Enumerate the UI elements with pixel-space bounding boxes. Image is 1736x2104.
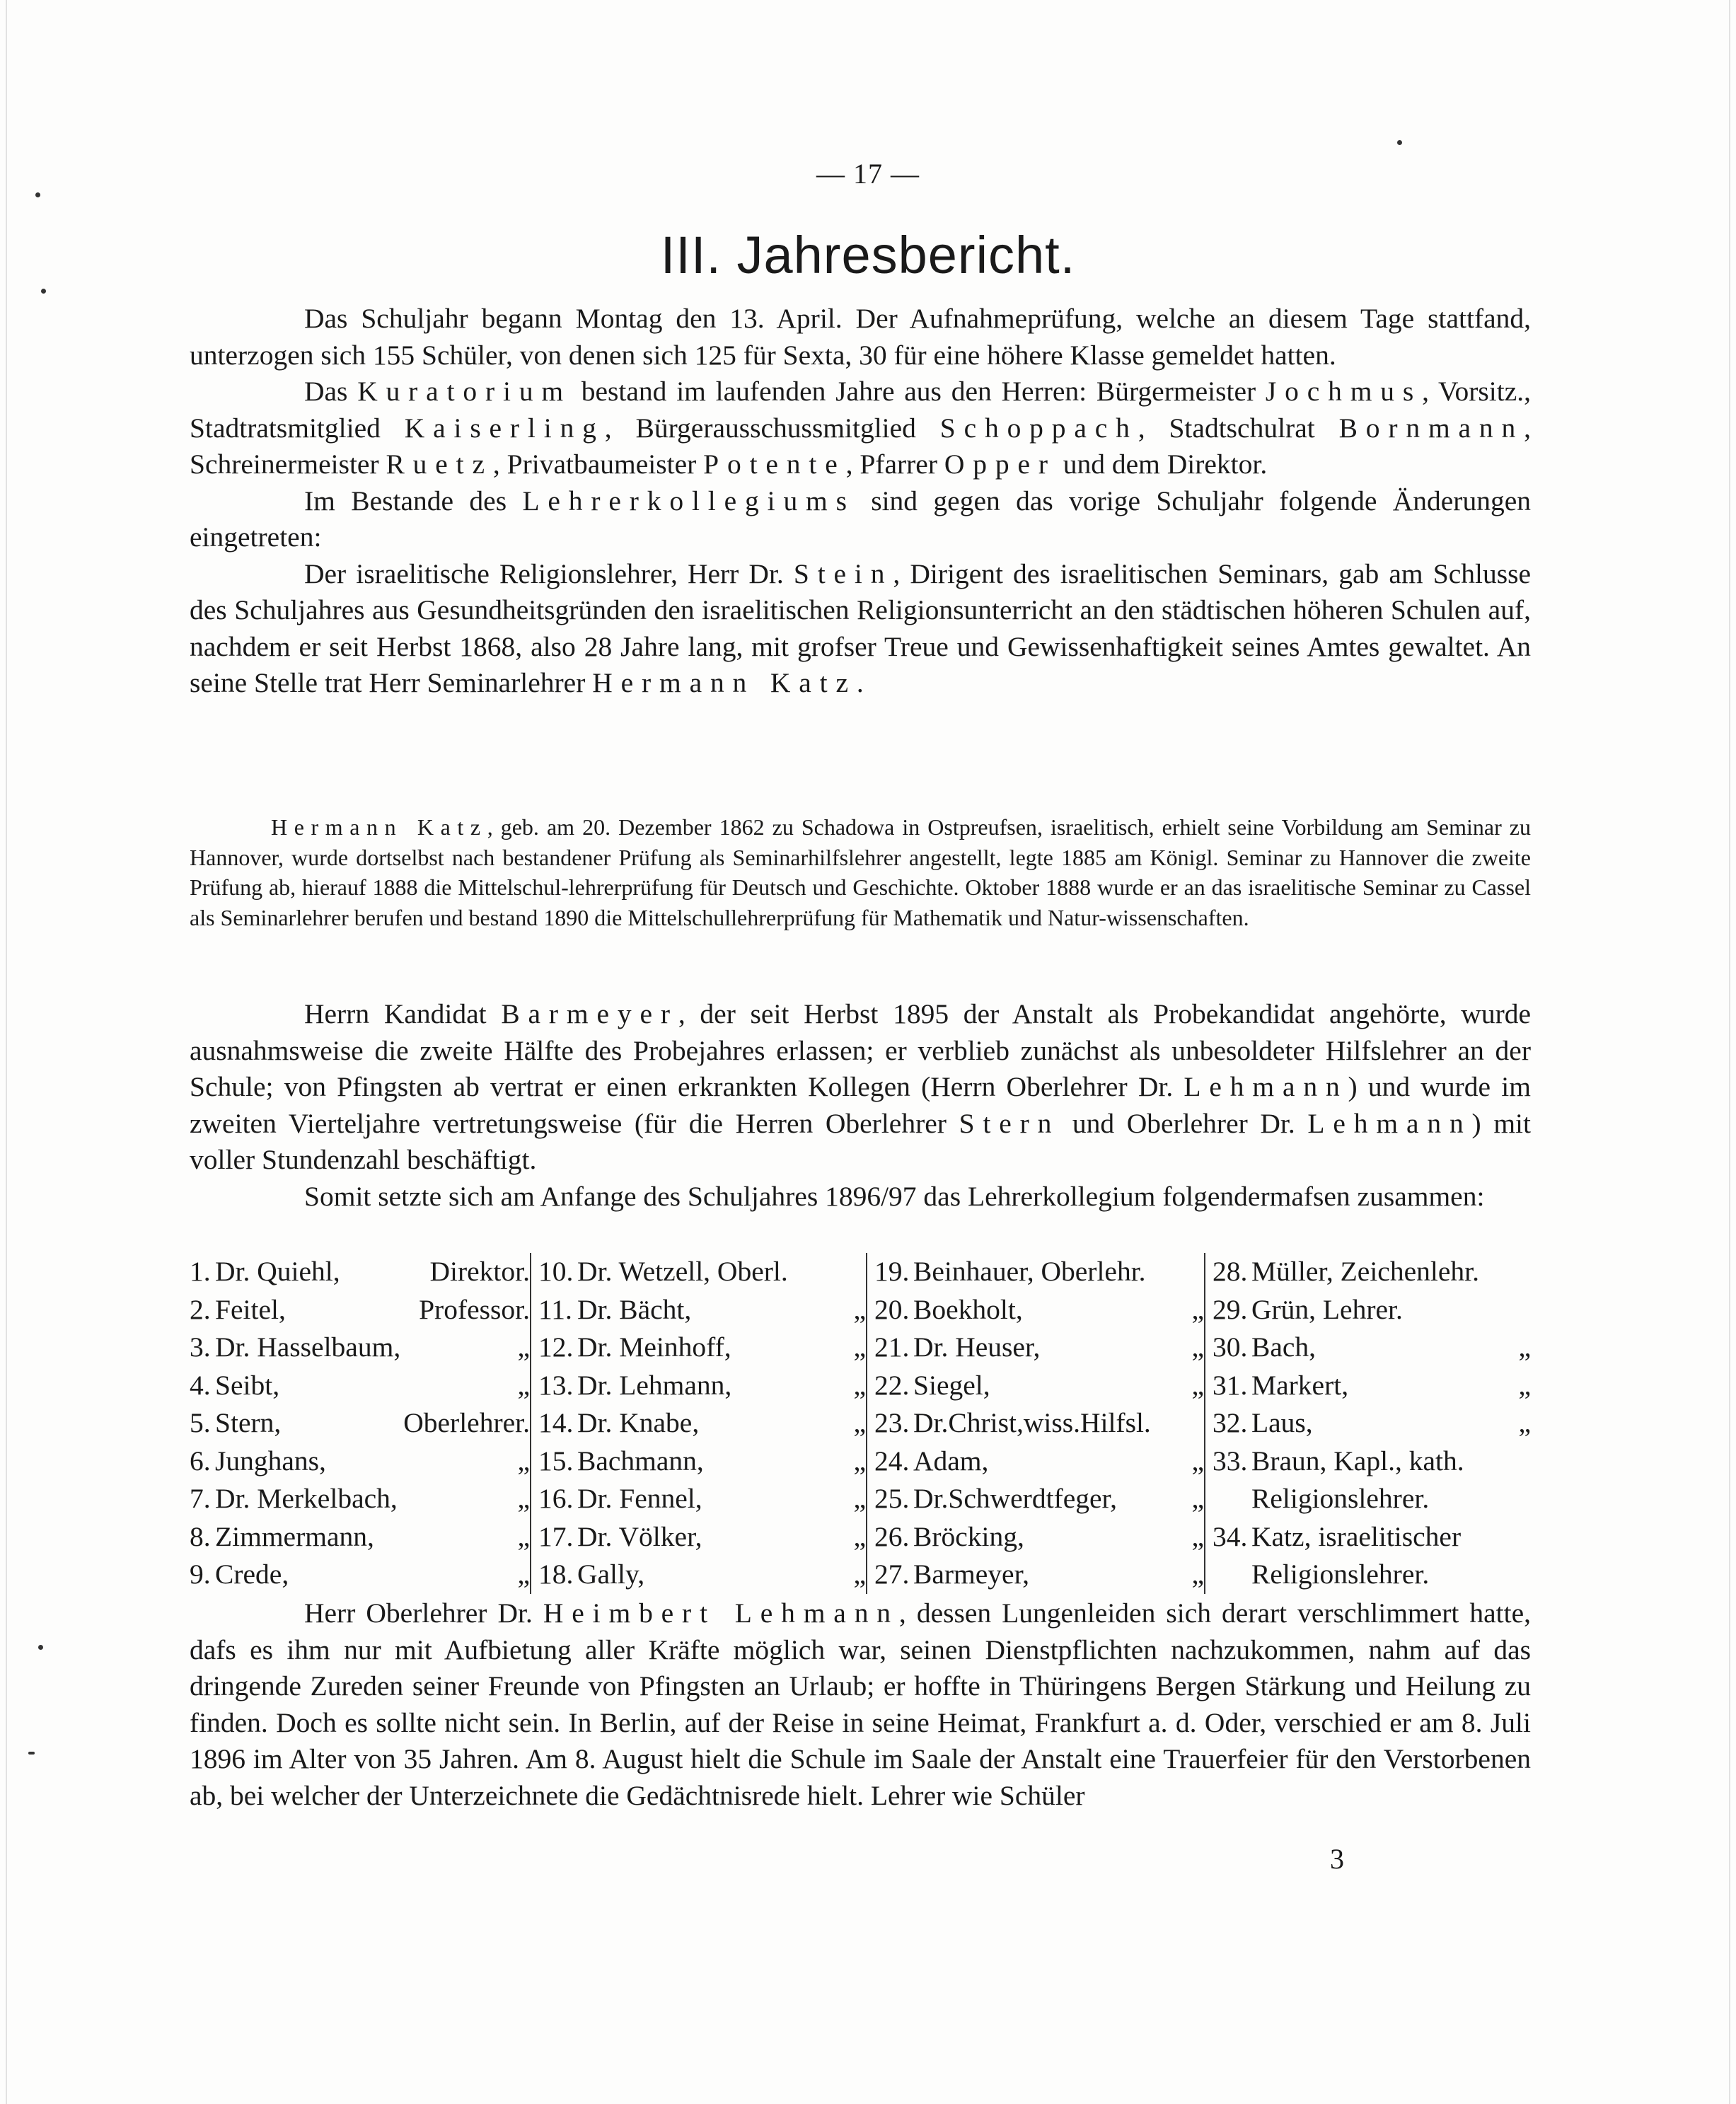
staff-entry-title: „	[853, 1520, 866, 1552]
paragraph-school-year: Das Schuljahr begann Montag den 13. April. Der Aufnahmeprüfung, welche an diesem Tage stattfand, unterzogen sich 155 Schüler, von denen sich 125 für Sexta, 30 für eine höhere Klasse gemeldet hatten.	[190, 303, 1531, 371]
staff-entry-title: „	[517, 1559, 530, 1590]
staff-entry	[190, 1404, 530, 1443]
staff-entry	[1213, 1480, 1531, 1518]
page-number: — 17 —	[816, 158, 920, 190]
staff-entry-title: „	[1191, 1369, 1204, 1401]
margin-dot	[35, 192, 40, 197]
staff-entry	[1213, 1518, 1531, 1556]
staff-entry-name: Dr. Wetzell, Oberl.	[577, 1256, 788, 1287]
staff-entry	[190, 1480, 530, 1518]
staff-entry-name: Junghans,	[215, 1445, 326, 1476]
staff-entry-name: Dr. Meinhoff,	[577, 1331, 731, 1363]
staff-entry-name: Religionslehrer.	[1251, 1559, 1430, 1590]
signature-mark: 3	[1330, 1843, 1344, 1875]
staff-column-3	[866, 1253, 1204, 1594]
staff-entry-title: Professor.	[419, 1293, 530, 1325]
staff-entry	[1213, 1367, 1531, 1405]
staff-entry-title: „	[853, 1369, 866, 1401]
staff-entry-number: 20.	[874, 1293, 910, 1325]
staff-column-4	[1204, 1253, 1531, 1594]
staff-entry-number: 28.	[1213, 1256, 1248, 1287]
staff-entry-number: 7.	[190, 1483, 211, 1514]
staff-entry-number: 9.	[190, 1559, 211, 1590]
staff-entry-name: Dr. Merkelbach,	[215, 1483, 398, 1514]
staff-entry	[538, 1518, 866, 1556]
paragraph-kuratorium: Das Kuratorium bestand im laufenden Jahre aus den Herren: Bürgermeister Jochmus, Vorsitz., Stadtratsmitglied Kaiserling, Bürgerausschussmitglied Schoppach, Stadtschulrat Bornmann, Schreinermeister Ruetz, Privatbaumeister Potente, Pfarrer Opper und dem Direktor.	[190, 376, 1531, 480]
staff-entry-name: Dr.Schwerdtfeger,	[913, 1483, 1117, 1514]
staff-entry	[1213, 1556, 1531, 1594]
staff-entry	[538, 1329, 866, 1367]
staff-entry-title: „	[1191, 1293, 1204, 1325]
staff-entry	[190, 1253, 530, 1291]
staff-entry	[190, 1443, 530, 1481]
staff-entry	[1213, 1443, 1531, 1481]
bio-paragraph: Hermann Katz, geb. am 20. Dezember 1862 zu Schadowa in Ostpreufsen, israelitisch, erhielt seine Vorbildung am Seminar zu Hannover, wurde dortselbst nach bestandener Prüfung als Seminarhilfslehrer angestellt, legte 1885 am Königl. Seminar zu Hannover die zweite Prüfung ab, hierauf 1888 die Mittelschul-lehrerprüfung für Deutsch und Geschichte. Oktober 1888 wurde er an das israelitische Seminar zu Cassel als Seminarlehrer berufen und bestand 1890 die Mittelschullehrerprüfung für Mathematik und Natur-wissenschaften.	[190, 814, 1532, 930]
staff-entry-name: Laus,	[1251, 1407, 1313, 1438]
staff-entry	[874, 1329, 1204, 1367]
margin-dot	[1397, 140, 1402, 145]
staff-entry	[538, 1556, 866, 1594]
staff-entry-title: „	[1518, 1331, 1531, 1363]
margin-dot	[28, 1752, 35, 1755]
staff-entry-title: „	[1191, 1483, 1204, 1514]
staff-entry-title: Oberlehrer.	[403, 1407, 530, 1438]
staff-entry	[190, 1329, 530, 1367]
staff-entry-name: Braun, Kapl., kath.	[1251, 1445, 1464, 1476]
staff-entry-name: Religionslehrer.	[1251, 1483, 1430, 1514]
staff-entry-name: Bach,	[1251, 1331, 1317, 1363]
staff-entry-name: Feitel,	[215, 1293, 286, 1325]
staff-entry-name: Siegel,	[913, 1369, 990, 1401]
staff-entry-name: Dr.Christ,wiss.Hilfsl.	[913, 1407, 1151, 1438]
staff-entry-name: Zimmermann,	[215, 1520, 374, 1552]
staff-entry	[1213, 1253, 1531, 1291]
staff-entry-name: Beinhauer, Oberlehr.	[913, 1256, 1146, 1287]
staff-entry-number: 30.	[1213, 1331, 1248, 1363]
staff-entry-name: Crede,	[215, 1559, 289, 1590]
staff-entry-number: 5.	[190, 1407, 211, 1438]
staff-entry-title: „	[1191, 1331, 1204, 1363]
staff-entry-title: „	[1518, 1407, 1531, 1438]
staff-entry-title: „	[1191, 1445, 1204, 1476]
staff-entry	[1213, 1291, 1531, 1329]
staff-entry	[874, 1480, 1204, 1518]
staff-entry	[538, 1404, 866, 1443]
staff-entry-name: Dr. Heuser,	[913, 1331, 1041, 1363]
staff-entry-number: 13.	[538, 1369, 574, 1401]
staff-entry	[538, 1443, 866, 1481]
staff-entry-number: 17.	[538, 1520, 574, 1552]
middle-section	[190, 996, 1531, 1215]
staff-entry-name: Boekholt,	[913, 1293, 1023, 1325]
staff-entry-name: Dr. Bächt,	[577, 1293, 692, 1325]
intro-section	[190, 301, 1531, 702]
staff-entry-name: Stern,	[215, 1407, 282, 1438]
staff-entry	[538, 1367, 866, 1405]
staff-entry-title: „	[517, 1483, 530, 1514]
staff-entry	[1213, 1404, 1531, 1443]
staff-entry-name: Grün, Lehrer.	[1251, 1293, 1403, 1325]
staff-entry-number: 1.	[190, 1256, 211, 1287]
staff-entry-number: 16.	[538, 1483, 574, 1514]
staff-entry	[538, 1480, 866, 1518]
staff-entry-number: 11.	[538, 1293, 572, 1325]
staff-entry	[874, 1367, 1204, 1405]
staff-entry-number: 15.	[538, 1445, 574, 1476]
staff-column-2	[530, 1253, 866, 1594]
staff-column-1	[190, 1253, 530, 1594]
margin-dot	[41, 289, 46, 294]
staff-entry-title: „	[517, 1445, 530, 1476]
staff-entry-title: „	[1191, 1520, 1204, 1552]
staff-entry-name: Dr. Quiehl,	[215, 1256, 340, 1287]
staff-entry	[874, 1291, 1204, 1329]
staff-entry-number: 22.	[874, 1369, 910, 1401]
paragraph-stein: Der israelitische Religionslehrer, Herr Dr. Stein, Dirigent des israelitischen Seminars, gab am Schlusse des Schuljahres aus Gesundheitsgründen den israelitischen Religionsunterricht an den städtischen höheren Schulen auf, nachdem er seit Herbst 1868, also 28 Jahre lang, mit grofser Treue und Gewissenhaftigkeit seines Amtes gewaltet. An seine Stelle trat Herr Seminarlehrer Hermann Katz.	[190, 557, 1531, 698]
staff-entry-title: „	[853, 1445, 866, 1476]
margin-dot	[38, 1645, 43, 1650]
staff-entry-number: 3.	[190, 1331, 211, 1363]
staff-entry-number: 23.	[874, 1407, 910, 1438]
staff-entry-title: „	[517, 1520, 530, 1552]
staff-entry-name: Dr. Knabe,	[577, 1407, 700, 1438]
staff-entry-title: „	[517, 1331, 530, 1363]
staff-entry-name: Seibt,	[215, 1369, 280, 1401]
staff-entry-number: 8.	[190, 1520, 211, 1552]
staff-entry-title: „	[853, 1483, 866, 1514]
staff-entry-number: 27.	[874, 1559, 910, 1590]
staff-entry-name: Müller, Zeichenlehr.	[1251, 1256, 1479, 1287]
staff-entry	[874, 1443, 1204, 1481]
staff-entry-name: Adam,	[913, 1445, 989, 1476]
staff-entry-name: Gally,	[577, 1559, 645, 1590]
staff-entry-number: 26.	[874, 1520, 910, 1552]
staff-entry	[874, 1404, 1204, 1443]
staff-entry-number: 34.	[1213, 1520, 1248, 1552]
staff-entry	[190, 1556, 530, 1594]
staff-entry-number: 25.	[874, 1483, 910, 1514]
staff-entry-name: Barmeyer,	[913, 1559, 1030, 1590]
staff-entry-number: 12.	[538, 1331, 574, 1363]
staff-entry-number: 18.	[538, 1559, 574, 1590]
paragraph-kollegium: Im Bestande des Lehrerkollegiums sind gegen das vorige Schuljahr folgende Änderungen eingetreten:	[190, 485, 1531, 553]
staff-entry	[538, 1291, 866, 1329]
staff-entry-number: 21.	[874, 1331, 910, 1363]
staff-entry-title: „	[517, 1369, 530, 1401]
staff-entry-number: 4.	[190, 1369, 211, 1401]
staff-entry-number: 2.	[190, 1293, 211, 1325]
staff-entry-name: Dr. Fennel,	[577, 1483, 702, 1514]
staff-entry-number: 14.	[538, 1407, 574, 1438]
final-section	[190, 1595, 1531, 1814]
staff-entry-title: „	[853, 1293, 866, 1325]
paragraph-barmeyer: Herrn Kandidat Barmeyer, der seit Herbst 1895 der Anstalt als Probekandidat angehörte, wurde ausnahmsweise die zweite Hälfte des Probejahres erlassen; er verblieb zunächst als unbesoldeter Hilfslehrer an der Schule; von Pfingsten ab vertrat er einen erkrankten Kollegen (Herrn Oberlehrer Dr. Lehmann) und wurde im zweiten Vierteljahre vertretungsweise (für die Herren Oberlehrer Stern und Oberlehrer Dr. Lehmann) mit voller Stundenzahl beschäftigt.	[190, 998, 1532, 1175]
staff-entry	[874, 1518, 1204, 1556]
staff-table	[190, 1253, 1531, 1594]
staff-entry-number: 32.	[1213, 1407, 1248, 1438]
staff-entry-number: 33.	[1213, 1445, 1248, 1476]
staff-entry-title: „	[853, 1407, 866, 1438]
bio-katz	[190, 812, 1531, 932]
staff-entry-name: Bröcking,	[913, 1520, 1024, 1552]
staff-entry-name: Markert,	[1251, 1369, 1349, 1401]
staff-entry-number: 19.	[874, 1256, 910, 1287]
staff-entry-title: „	[853, 1331, 866, 1363]
staff-entry-number: 24.	[874, 1445, 910, 1476]
staff-entry-title: „	[1191, 1559, 1204, 1590]
staff-entry	[190, 1291, 530, 1329]
paragraph-staff-intro: Somit setzte sich am Anfange des Schuljahres 1896/97 das Lehrerkollegium folgendermafsen zusammen:	[304, 1180, 1485, 1212]
staff-entry	[874, 1556, 1204, 1594]
staff-entry	[538, 1253, 866, 1291]
staff-entry	[190, 1518, 530, 1556]
staff-entry-title: „	[1518, 1369, 1531, 1401]
staff-entry-number: 29.	[1213, 1293, 1248, 1325]
staff-entry-title: Direktor.	[429, 1256, 530, 1287]
staff-entry-name: Dr. Völker,	[577, 1520, 702, 1552]
staff-entry-number: 6.	[190, 1445, 211, 1476]
staff-entry-name: Dr. Lehmann,	[577, 1369, 732, 1401]
staff-entry-title: „	[853, 1559, 866, 1590]
staff-entry	[874, 1253, 1204, 1291]
staff-entry-name: Katz, israelitischer	[1251, 1520, 1462, 1552]
staff-entry-number: 31.	[1213, 1369, 1248, 1401]
staff-entry-name: Bachmann,	[577, 1445, 704, 1476]
staff-entry-number: 10.	[538, 1256, 574, 1287]
section-title: III. Jahresbericht.	[660, 226, 1076, 284]
staff-entry	[190, 1367, 530, 1405]
staff-entry	[1213, 1329, 1531, 1367]
paragraph-heimbert-lehmann: Herr Oberlehrer Dr. Heimbert Lehmann, dessen Lungenleiden sich derart verschlimmert hatte, dafs es ihm nur mit Aufbietung aller Kräfte möglich war, seinen Dienstpflichten nachzukommen, nahm auf das dringende Zureden seiner Freunde von Pfingsten an Urlaub; er hoffte in Thüringens Bergen Stärkung und Heilung zu finden. Doch es sollte nicht sein. In Berlin, auf der Reise in seine Heimat, Frankfurt a. d. Oder, verschied er am 8. Juli 1896 im Alter von 35 Jahren. Am 8. August hielt die Schule im Saale der Anstalt eine Trauerfeier für den Verstorbenen ab, bei welcher der Unterzeichnete die Gedächtnisrede hielt. Lehrer wie Schüler	[190, 1597, 1531, 1811]
staff-entry-name: Dr. Hasselbaum,	[215, 1331, 401, 1363]
